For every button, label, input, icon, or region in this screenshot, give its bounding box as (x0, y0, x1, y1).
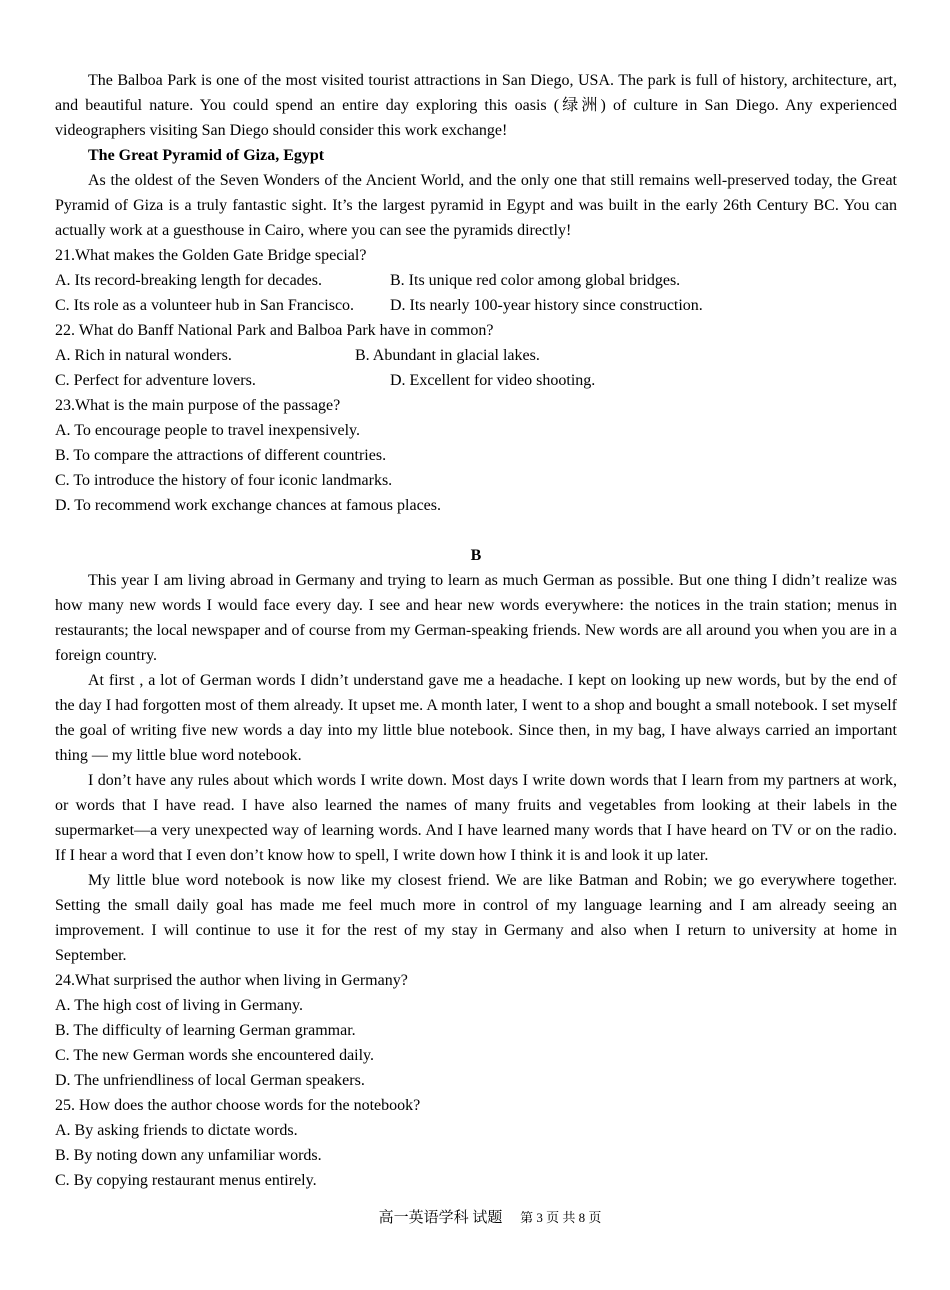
question-stem: 22. What do Banff National Park and Balboa Park have in common? (55, 322, 494, 339)
option-row (55, 268, 897, 293)
option-d: D. Its nearly 100-year history since construction. (390, 297, 703, 314)
option-row (55, 343, 897, 368)
question-22 (55, 318, 897, 393)
option-row (55, 293, 897, 318)
option-c: C. To introduce the history of four iconic landmarks. (55, 472, 393, 489)
page-total: 8 (578, 1210, 586, 1225)
option-c: C. Perfect for adventure lovers. (55, 372, 256, 389)
section-b-title: B (470, 547, 482, 564)
option-c: C. Its role as a volunteer hub in San Francisco. (55, 297, 355, 314)
footer-subject: 高一英语学科 试题 (378, 1210, 503, 1226)
question-stem: 24.What surprised the author when living in Germany? (55, 972, 408, 989)
question-25 (55, 1093, 897, 1193)
option-b: B. Its unique red color among global bridges. (390, 272, 681, 289)
question-24 (55, 968, 897, 1093)
question-23 (55, 393, 897, 518)
passage-b-paragraph: This year I am living abroad in Germany and trying to learn as much German as possible. But one thing I didn’t realize was how many new words I would face every day. I see and hear new words everywhere: the notices in the train station; menus in restaurants; the local newspaper and of course from my German-speaking friends. New words are all around you when you are in a foreign country. (55, 572, 897, 664)
page-footer (0, 1207, 950, 1229)
option-a: A. The high cost of living in Germany. (55, 997, 303, 1014)
question-stem: 25. How does the author choose words for the notebook? (55, 1097, 421, 1114)
passage-b-paragraph: At first , a lot of German words I didn’t understand gave me a headache. I kept on looking up new words, but by the end of the day I had forgotten most of them already. It upset me. A month later, I went to a shop and bought a small notebook. I set myself the goal of writing five new words a day into my little blue notebook. Since then, in my bag, I have always carried an important thing — my little blue word notebook. (55, 672, 897, 764)
balboa-paragraph: The Balboa Park is one of the most visited tourist attractions in San Diego, USA. The park is full of history, architecture, art, and beautiful nature. You could spend an entire day exploring this oasis (绿洲) of culture in San Diego. Any experienced videographers visiting San Diego should consider this work exchange! (55, 72, 897, 139)
page-number (520, 1210, 601, 1225)
passage-b-paragraph: I don’t have any rules about which words I write down. Most days I write down words that I learn from my partners at work, or words that I have read. I have also learned the names of many fruits and vegetables from looking at their labels in the supermarket—a very unexpected way of learning words. And I have learned many words that I have heard on TV or on the radio. If I hear a word that I even don’t know how to spell, I write down how I think it is and look it up later. (55, 772, 897, 864)
option-a: A. Rich in natural wonders. (55, 347, 232, 364)
option-d: D. The unfriendliness of local German speakers. (55, 1072, 365, 1089)
option-b: B. The difficulty of learning German grammar. (55, 1022, 356, 1039)
option-b: B. By noting down any unfamiliar words. (55, 1147, 322, 1164)
page-content (55, 68, 897, 1193)
option-a: A. Its record-breaking length for decades. (55, 272, 322, 289)
option-row (55, 368, 897, 393)
page-prefix: 第 (520, 1210, 534, 1225)
page-mid: 页 共 (546, 1210, 576, 1225)
option-a: A. To encourage people to travel inexpensively. (55, 422, 360, 439)
option-b: B. To compare the attractions of different countries. (55, 447, 387, 464)
option-a: A. By asking friends to dictate words. (55, 1122, 298, 1139)
option-b: B. Abundant in glacial lakes. (355, 347, 540, 364)
page-current: 3 (536, 1210, 543, 1225)
pyramid-heading: The Great Pyramid of Giza, Egypt (88, 147, 325, 164)
passage-b-paragraph: My little blue word notebook is now like my closest friend. We are like Batman and Robin; we go everywhere together. Setting the small daily goal has made me feel much more in control of my language learning and I am already seeing an improvement. I will continue to use it for the rest of my stay in Germany and also when I return to university at home in September. (55, 872, 897, 964)
question-stem: 23.What is the main purpose of the passage? (55, 397, 341, 414)
option-c: C. By copying restaurant menus entirely. (55, 1172, 317, 1189)
option-d: D. To recommend work exchange chances at famous places. (55, 497, 441, 514)
section-spacer (55, 518, 897, 543)
option-c: C. The new German words she encountered daily. (55, 1047, 375, 1064)
pyramid-paragraph: As the oldest of the Seven Wonders of the Ancient World, and the only one that still remains well-preserved today, the Great Pyramid of Giza is a truly fantastic sight. It’s the largest pyramid in Egypt and was built in the early 26th Century BC. You can actually work at a guesthouse in Cairo, where you can see the pyramids directly! (55, 172, 897, 239)
question-stem: 21.What makes the Golden Gate Bridge special? (55, 247, 367, 264)
page-suffix: 页 (588, 1210, 602, 1225)
question-21 (55, 243, 897, 318)
option-d: D. Excellent for video shooting. (390, 372, 596, 389)
